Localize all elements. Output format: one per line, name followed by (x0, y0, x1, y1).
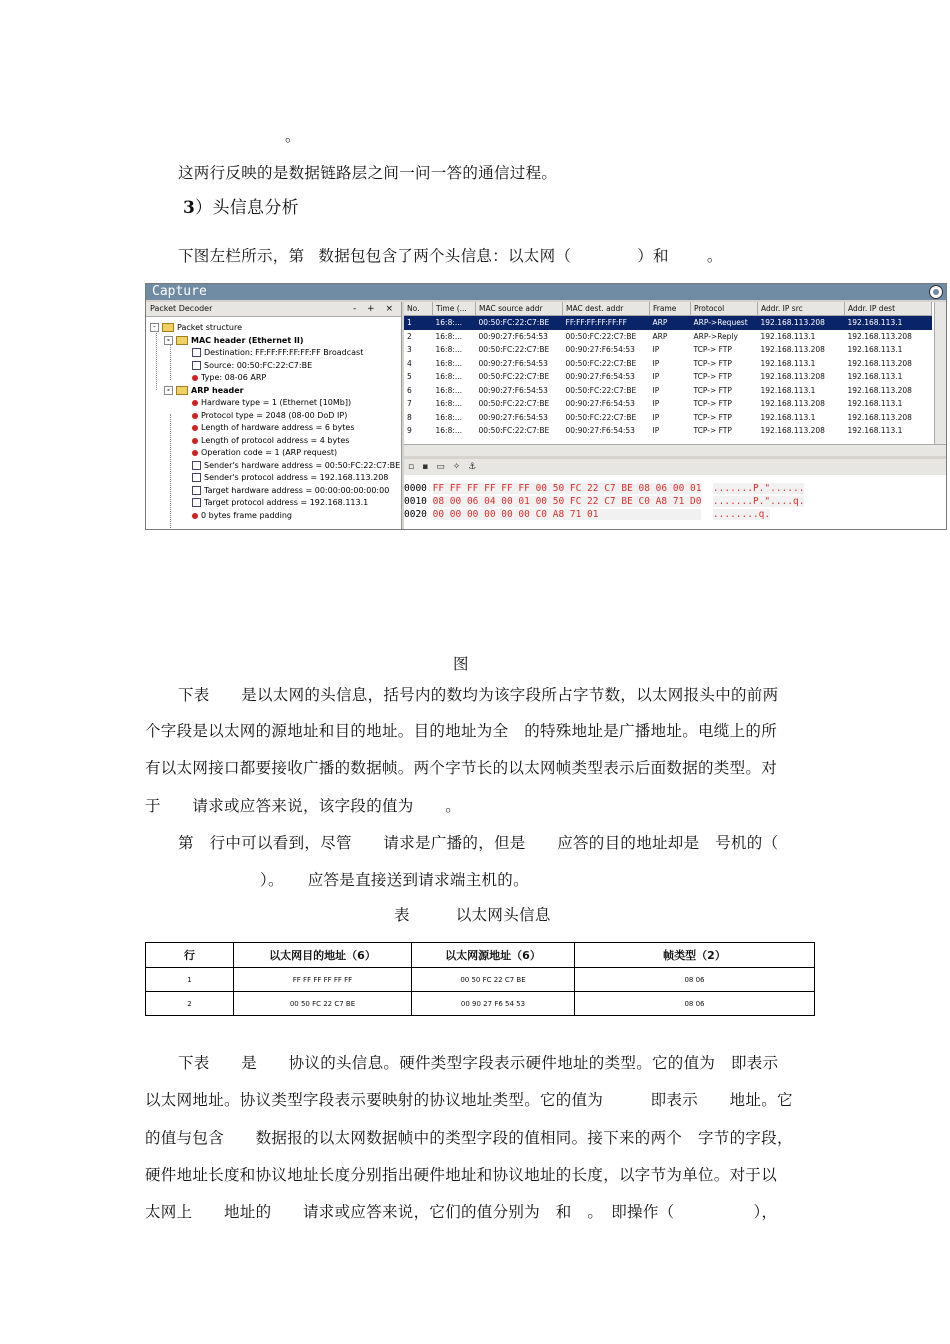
packet-cell: ARP (652, 331, 668, 341)
packet-cell: 16:8:... (435, 385, 463, 395)
table-cell: 1 (146, 968, 234, 992)
save-icon[interactable]: ▪ (422, 462, 437, 472)
packet-cell: TCP-> FTP (693, 372, 732, 382)
tree-item[interactable]: Length of protocol address = 4 bytes (192, 435, 349, 446)
column-header[interactable]: Protocol (691, 302, 758, 316)
packet-cell: 3 (407, 345, 412, 355)
packet-cell: 8 (407, 412, 412, 422)
p2-part-b: 数据包包含了两个头信息：以太网（ (318, 247, 572, 265)
paragraph-3-line-1: 下表 是以太网的头信息，括号内的数均为该字段所占字节数，以太网报头中的前两 (178, 686, 779, 704)
packet-cell: 16:8:... (435, 331, 463, 341)
packet-cell: 5 (407, 372, 412, 382)
packet-cell: 00:50:FC:22:C7:BE (565, 385, 637, 395)
packet-cell: 00:90:27:F6:54:53 (565, 345, 635, 355)
packet-row[interactable] (404, 370, 932, 384)
tree-item[interactable]: Hardware type = 1 (Ethernet [10Mb]) (192, 397, 351, 408)
decoder-header (146, 302, 401, 317)
field-icon (192, 361, 201, 370)
paragraph-4-line-2: ）。 应答是直接送到请求端主机的。 (260, 871, 529, 889)
packet-cell: 192.168.113.208 (760, 426, 825, 436)
new-icon[interactable]: ▫ (408, 462, 423, 472)
packet-cell: 16:8:... (435, 345, 463, 355)
tree-item[interactable]: Sender's protocol address = 192.168.113.208 (192, 472, 388, 483)
packet-cell: 1 (404, 316, 433, 330)
hex-row: 0020 00 00 00 00 00 00 C0 A8 71 01 ........q. (404, 509, 771, 520)
paragraph-5-line-5: 太网上 地址的 请求或应答来说，它们的值分别为 和 。 即操作（ ）， (145, 1203, 778, 1221)
folder-icon (176, 386, 188, 395)
section-number: 3 (183, 198, 196, 218)
packet-cell: 192.168.113.1 (847, 345, 903, 355)
packet-row[interactable] (404, 397, 932, 411)
table-cell: 00 50 FC 22 C7 BE (234, 992, 412, 1016)
folder-icon (162, 323, 174, 332)
packet-cell: 192.168.113.1 (760, 358, 816, 368)
packet-cell: IP (652, 385, 660, 395)
table-row (146, 992, 815, 1016)
packet-cell: IP (652, 412, 660, 422)
paragraph-2 (178, 244, 723, 266)
table-caption-label: 表 (394, 906, 410, 924)
packet-cell: 00:50:FC:22:C7:BE (565, 331, 637, 341)
paragraph-5-line-1: 下表 是 协议的头信息。硬件类型字段表示硬件地址的类型。它的值为 即表示 (178, 1054, 779, 1072)
packet-cell: 00:90:27:F6:54:53 (478, 385, 548, 395)
packet-cell: IP (652, 426, 660, 436)
table-cell: 00 50 FC 22 C7 BE (412, 968, 575, 992)
table-cell: 00 90 27 F6 54 53 (412, 992, 575, 1016)
table-header-cell: 帧类型（2） (575, 943, 815, 968)
section-title: ）头信息分析 (195, 198, 299, 218)
tree-item[interactable]: Type: 08-06 ARP (192, 372, 266, 383)
packet-cell: TCP-> FTP (693, 412, 732, 422)
packet-cell: ARP->Request (691, 316, 758, 330)
bullet-icon (192, 513, 198, 519)
packet-cell: 00:50:FC:22:C7:BE (478, 399, 550, 409)
field-icon (192, 461, 201, 470)
table-cell: 08 06 (575, 992, 815, 1016)
packet-row[interactable] (404, 384, 932, 398)
packet-cell: 00:50:FC:22:C7:BE (478, 426, 550, 436)
table-cell: 08 06 (575, 968, 815, 992)
packet-row[interactable] (404, 357, 932, 371)
packet-cell: 00:90:27:F6:54:53 (565, 426, 635, 436)
packet-cell: 192.168.113.1 (845, 316, 932, 330)
packet-cell: 192.168.113.1 (847, 372, 903, 382)
tree-item[interactable]: Target hardware address = 00:00:00:00:00:00 (192, 485, 389, 496)
tree-item[interactable]: Target protocol address = 192.168.113.1 (192, 497, 368, 508)
packet-cell: 00:90:27:F6:54:53 (478, 412, 548, 422)
packet-cell: 4 (407, 358, 412, 368)
packet-cell: 16:8:... (435, 399, 463, 409)
packet-cell: ARP (650, 316, 691, 330)
paragraph-5-line-2: 以太网地址。协议类型字段表示要映射的协议地址类型。它的值为 即表示 地址。它 (145, 1091, 793, 1109)
tree-item[interactable]: - Packet structure (150, 322, 242, 333)
bullet-icon (192, 400, 198, 406)
folder-icon (176, 336, 188, 345)
field-icon (192, 498, 201, 507)
packet-cell: 16:8:... (435, 358, 463, 368)
column-header[interactable]: Addr. IP dest (845, 302, 932, 316)
tree-item[interactable]: Destination: FF:FF:FF:FF:FF:FF Broadcast (192, 347, 363, 358)
field-icon (192, 348, 201, 357)
bullet-icon (192, 413, 198, 419)
bullet-icon (192, 425, 198, 431)
packet-cell: ARP->Reply (693, 331, 738, 341)
field-icon (192, 473, 201, 482)
column-header[interactable]: MAC source addr (476, 302, 563, 316)
packet-decoder-pane (146, 302, 402, 529)
packet-cell: 192.168.113.1 (760, 385, 816, 395)
bullet-icon (192, 450, 198, 456)
table-header-cell: 行 (146, 943, 234, 968)
tree-item[interactable]: Source: 00:50:FC:22:C7:BE (192, 360, 312, 371)
packet-cell: 6 (407, 385, 412, 395)
table-cell: 2 (146, 992, 234, 1016)
paragraph-3-line-4: 于 请求或应答来说，该字段的值为 。 (145, 797, 462, 815)
figure-label: 图 (453, 655, 469, 673)
packet-row[interactable] (404, 343, 932, 357)
packet-cell: 192.168.113.1 (847, 399, 903, 409)
filter-icon[interactable]: ✧ (452, 462, 469, 472)
packet-table-header (404, 302, 932, 316)
packet-table (404, 302, 932, 438)
packet-cell: IP (652, 358, 660, 368)
column-header[interactable]: Frame (650, 302, 691, 316)
close-icon[interactable] (929, 285, 943, 299)
packet-cell: 192.168.113.208 (847, 331, 912, 341)
packet-cell: 00:90:27:F6:54:53 (478, 331, 548, 341)
p2-part-c: ）和 (637, 247, 669, 265)
tree-item[interactable]: Protocol type = 2048 (08-00 DoD IP) (192, 410, 347, 421)
bullet-icon (192, 375, 198, 381)
field-icon (192, 486, 201, 495)
packet-cell: 9 (407, 426, 412, 436)
ethernet-header-table (145, 942, 815, 1016)
packet-cell: TCP-> FTP (693, 345, 732, 355)
packet-cell: 192.168.113.208 (760, 399, 825, 409)
paragraph-3-line-3: 有以太网接口都要接收广播的数据帧。两个字节长的以太网帧类型表示后面数据的类型。对 (145, 759, 778, 777)
packet-cell: 192.168.113.1 (760, 331, 816, 341)
view-icon[interactable]: ▭ (436, 462, 453, 472)
packet-cell: 00:50:FC:22:C7:BE (565, 358, 637, 368)
section-heading (183, 193, 299, 218)
packet-row[interactable] (404, 316, 932, 330)
packet-cell: 192.168.113.208 (847, 412, 912, 422)
decoder-controls[interactable]: - + × (352, 304, 397, 314)
column-header[interactable]: Time (... (433, 302, 476, 316)
hex-row: 0010 08 00 06 04 00 01 00 50 FC 22 C7 BE C0 A8 71 D0 .......P."....q. (404, 496, 805, 507)
column-header[interactable]: Addr. IP src (758, 302, 845, 316)
bullet-icon (192, 438, 198, 444)
capture-window (145, 283, 947, 530)
packet-row[interactable] (404, 424, 932, 438)
paragraph-3-line-2: 个字段是以太网的源地址和目的地址。目的地址为全 的特殊地址是广播地址。电缆上的所 (145, 722, 778, 740)
packet-row[interactable] (404, 411, 932, 425)
hex-row: 0000 FF FF FF FF FF FF 00 50 FC 22 C7 BE 08 06 00 01 .......P."...... (404, 483, 805, 494)
packet-cell: TCP-> FTP (693, 358, 732, 368)
packet-cell: 00:90:27:F6:54:53 (478, 358, 548, 368)
packet-cell: IP (652, 372, 660, 382)
column-header[interactable]: No. (404, 302, 433, 316)
table-header-cell: 以太网目的地址（6） (234, 943, 412, 968)
table-cell: FF FF FF FF FF FF (234, 968, 412, 992)
tree-item[interactable]: - MAC header (Ethernet II) (164, 335, 304, 346)
table-row (146, 968, 815, 992)
p2-part-d: 。 (706, 247, 723, 265)
capture-title: Capture (146, 284, 946, 300)
packet-cell: 16:8:... (435, 412, 463, 422)
packet-cell: 00:90:27:F6:54:53 (565, 399, 635, 409)
packet-list (404, 302, 946, 450)
packet-cell: 192.168.113.1 (847, 426, 903, 436)
packet-cell: IP (652, 345, 660, 355)
packet-cell: 16:8:... (435, 372, 463, 382)
packet-cell: IP (652, 399, 660, 409)
paragraph-5-line-3: 的值与包含 数据报的以太网数据帧中的类型字段的值相同。接下来的两个 字节的字段， (145, 1129, 793, 1147)
tree-item[interactable]: Sender's hardware address = 00:50:FC:22:C7:BE (192, 460, 400, 471)
tree-item[interactable]: Operation code = 1 (ARP request) (192, 447, 337, 458)
column-header[interactable]: MAC dest. addr (563, 302, 650, 316)
packet-cell: 192.168.113.208 (847, 358, 912, 368)
hex-toolbar (404, 459, 946, 475)
table-header-cell: 以太网源地址（6） (412, 943, 575, 968)
packet-cell: 192.168.113.208 (760, 345, 825, 355)
packet-cell: 192.168.113.208 (847, 385, 912, 395)
paragraph-4-line-1: 第 行中可以看到，尽管 请求是广播的，但是 应答的目的地址却是 号机的（ (178, 834, 779, 852)
paragraph-5-line-4: 硬件地址长度和协议地址长度分别指出硬件地址和协议地址的长度，以字节为单位。对于以 (145, 1166, 778, 1184)
horizontal-scrollbar[interactable] (404, 444, 946, 456)
packet-cell: 2 (407, 331, 412, 341)
dot-mark: 。 (285, 127, 301, 145)
packet-cell: TCP-> FTP (693, 399, 732, 409)
packet-cell: 16:8:... (433, 316, 476, 330)
vertical-scrollbar[interactable] (934, 302, 946, 450)
tree-item[interactable]: - ARP header (164, 385, 244, 396)
table-caption (394, 903, 551, 925)
packet-cell: 00:50:FC:22:C7:BE (478, 372, 550, 382)
export-icon[interactable]: ⚓ (468, 462, 485, 472)
packet-cell: TCP-> FTP (693, 385, 732, 395)
packet-cell: 00:50:FC:22:C7:BE (478, 345, 550, 355)
packet-cell: 00:50:FC:22:C7:BE (565, 412, 637, 422)
packet-cell: 16:8:... (435, 426, 463, 436)
paragraph-1: 这两行反映的是数据链路层之间一问一答的通信过程。 (178, 164, 558, 182)
table-caption-title: 以太网头信息 (455, 906, 551, 924)
tree-item[interactable]: Length of hardware address = 6 bytes (192, 422, 355, 433)
decoder-title: Packet Decoder (150, 304, 213, 313)
packet-cell: 192.168.113.208 (760, 372, 825, 382)
packet-cell: 192.168.113.208 (758, 316, 845, 330)
table-header-row (146, 943, 815, 968)
packet-cell: 7 (407, 399, 412, 409)
packet-cell: 192.168.113.1 (760, 412, 816, 422)
packet-cell: 00:50:FC:22:C7:BE (476, 316, 563, 330)
packet-cell: 00:90:27:F6:54:53 (565, 372, 635, 382)
tree-item[interactable]: 0 bytes frame padding (192, 510, 292, 521)
packet-row[interactable] (404, 330, 932, 344)
hex-pane (404, 459, 946, 529)
p2-part-a: 下图左栏所示，第 (178, 247, 305, 265)
packet-cell: FF:FF:FF:FF:FF:FF (563, 316, 650, 330)
packet-cell: TCP-> FTP (693, 426, 732, 436)
